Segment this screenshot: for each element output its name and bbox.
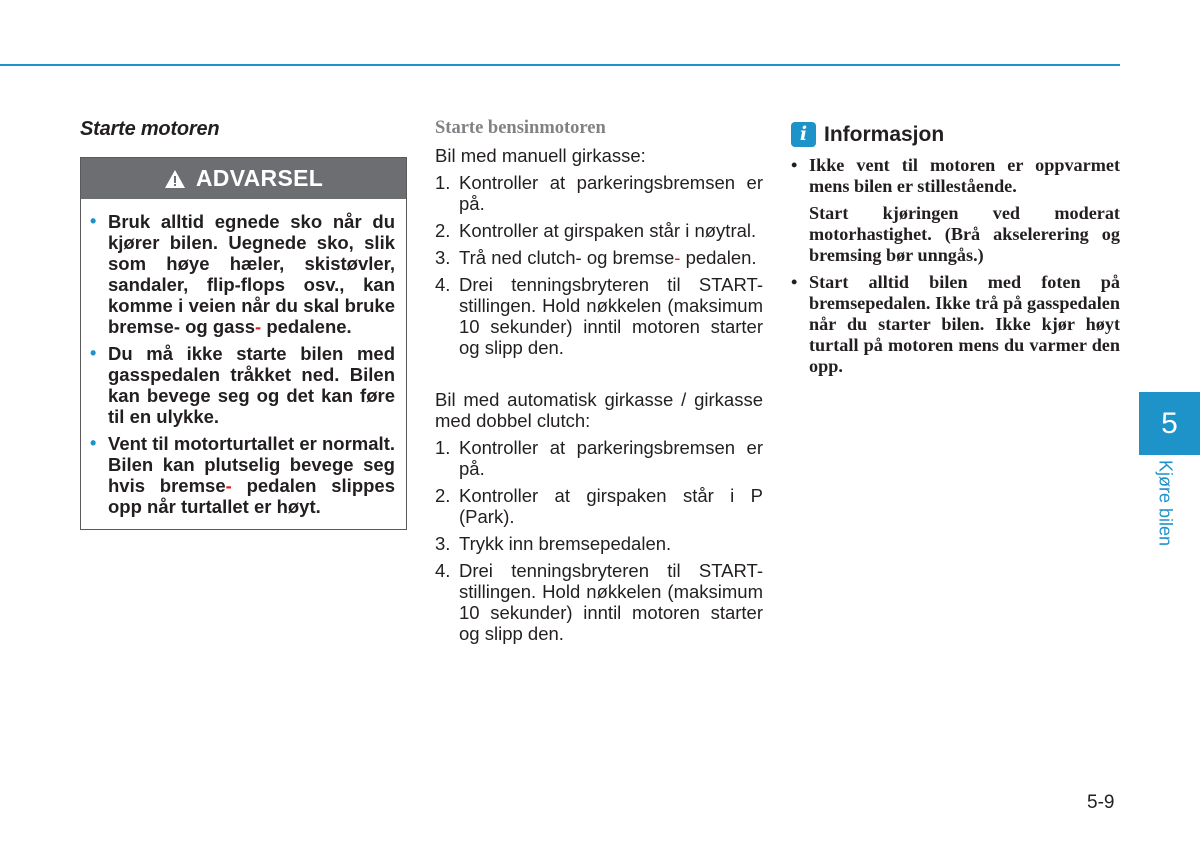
step-number: 2. [435,485,451,506]
step-number: 3. [435,533,451,554]
step-text: Kontroller at girspaken står i P (Park). [459,485,763,527]
step-item [435,172,763,214]
chapter-label: Kjøre bilen [1155,460,1176,547]
warning-item [90,433,395,517]
warning-item [90,211,395,337]
step-text: Drei tenningsbryteren til START-stillingen. Hold nøkkelen (maksimum 10 sekunder) inntil motoren starter og slipp den. [459,560,763,644]
top-rule [0,64,1120,66]
warning-body [81,199,406,529]
warning-title: ADVARSEL [195,165,324,191]
manual-steps [435,172,763,358]
step-text: Drei tenningsbryteren til START-stillingen. Hold nøkkelen (maksimum 10 sekunder) inntil motoren starter og slipp den. [459,274,763,358]
step-number: 4. [435,274,451,295]
info-item [791,155,1120,266]
bullet: • [90,433,97,453]
step-number: 3. [435,247,451,268]
middle-column [435,118,763,650]
info-text: Ikke vent til motoren er oppvarmet mens bilen er stillestående. [809,155,1120,196]
section-title: Starte motoren [80,118,220,140]
info-text: Start alltid bilen med foten på bremsepedalen. Ikke trå på gasspedalen når du starter bilen. Ikke kjør høyt turtall på motoren mens du varmer den opp. [809,272,1120,376]
right-column [791,122,1120,383]
chapter-tab: 5 [1139,392,1200,455]
step-item [435,560,763,644]
bullet: • [791,272,798,292]
info-title: Informasjon [824,122,945,146]
info-header [791,122,1120,147]
step-number: 2. [435,220,451,241]
bullet: • [791,155,798,175]
step-item [435,220,763,241]
hyphen: - [255,316,262,337]
left-column [80,118,407,530]
step-text: Kontroller at parkeringsbremsen er på. [459,172,763,214]
step-text: Kontroller at parkeringsbremsen er på. [459,437,763,479]
step-item [435,533,763,554]
info-icon: i [791,122,816,147]
warning-box [80,157,407,530]
warning-item [90,343,395,427]
manual-intro: Bil med manuell girkasse: [435,145,646,166]
subheading: Starte bensinmotoren [435,118,606,138]
step-text: pedalen. [685,247,757,268]
step-item [435,274,763,358]
warning-text: Du må ikke starte bilen med gasspedalen tråkket ned. Bilen kan bevege seg og det kan føre til en ulykke. [108,343,395,427]
step-number: 1. [435,172,451,193]
step-item [435,247,763,268]
bullet: • [90,343,97,363]
warning-text: pedalen slippes opp når turtallet er høyt. [108,475,395,517]
warning-text: pedalene. [266,316,352,337]
hyphen: - [225,475,232,496]
page-number: 5-9 [1087,792,1115,813]
warning-text: Bruk alltid egnede sko når du kjører bilen. Uegnede sko, slik som høye hæler, skistøvler, sandaler, flip-flops osv., kan komme i veien når du skal bruke bremse- og gass [108,211,395,337]
info-item [791,272,1120,377]
step-text: Trå ned clutch- og bremse [459,247,675,268]
step-item [435,437,763,479]
warning-text: Vent til motorturtallet er normalt. Bilen kan plutselig bevege seg hvis bremse [108,433,395,496]
step-number: 1. [435,437,451,458]
info-text: Start kjøringen ved moderat motorhastighet. (Brå akselerering og bremsing bør unngås.) [809,203,1120,265]
step-number: 4. [435,560,451,581]
step-text: Trykk inn bremsepedalen. [459,533,672,554]
hyphen: - [674,247,681,268]
auto-intro: Bil med automatisk girkasse / girkasse med dobbel clutch: [435,389,763,431]
warning-triangle-icon [164,169,186,189]
warning-header [81,158,406,199]
step-text: Kontroller at girspaken står i nøytral. [459,220,757,241]
auto-steps [435,437,763,644]
step-item [435,485,763,527]
bullet: • [90,211,97,231]
